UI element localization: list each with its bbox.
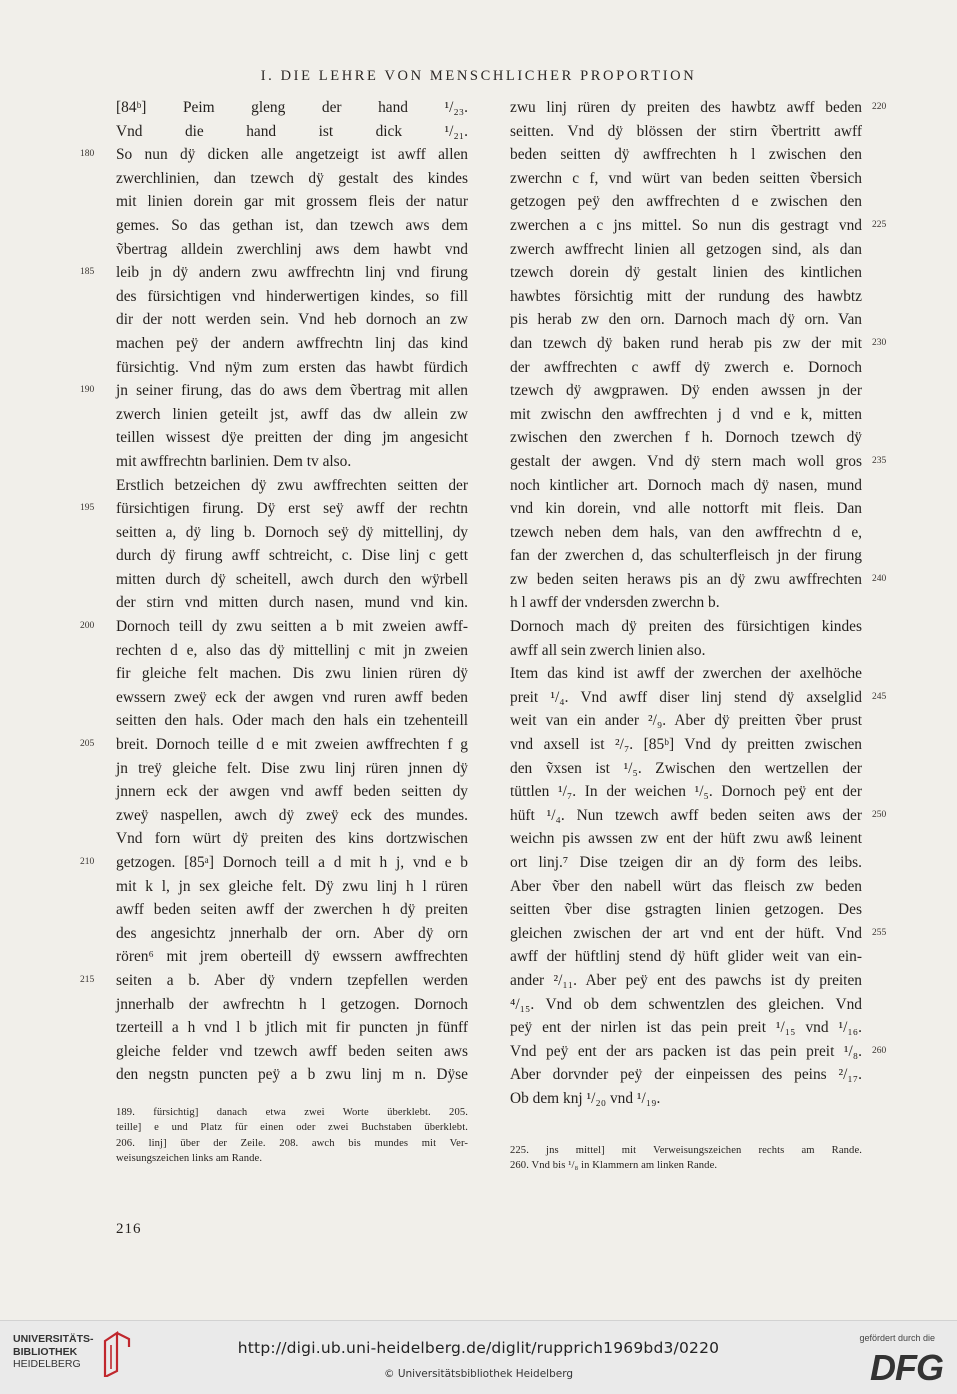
text-line-content: mit awffrechtn barlinien. Dem tv also. bbox=[116, 452, 352, 470]
page-number: 216 bbox=[116, 1221, 142, 1237]
text-line bbox=[116, 308, 468, 332]
text-line bbox=[510, 356, 862, 380]
text-line bbox=[510, 1040, 887, 1064]
footer-bar bbox=[0, 1320, 957, 1394]
dfg-logo[interactable]: DFG bbox=[870, 1347, 943, 1388]
line-number: 210 bbox=[80, 857, 95, 867]
text-line-content: hüft ¹/₄. Nun tzewch awff beden seiten aws der bbox=[510, 806, 862, 824]
text-line bbox=[510, 403, 862, 427]
text-line bbox=[510, 875, 862, 899]
text-line-content: breit. Dornoch teille d e mit zweien awffrechten f g bbox=[116, 736, 468, 754]
text-line-content: gemes. So das gethan ist, dan tzewch aws dem bbox=[116, 216, 468, 234]
text-line bbox=[510, 757, 862, 781]
text-line-content: awff beden seiten awff der zwerchen h dÿ preiten bbox=[116, 901, 468, 919]
text-line bbox=[116, 922, 468, 946]
text-line bbox=[116, 190, 468, 214]
text-line-content: ander ²/₁₁. Aber peÿ ent des pawchs ist dy preiten bbox=[510, 971, 862, 989]
text-line bbox=[116, 403, 468, 427]
footnote-line: 225. jns mittel] mit Verweisungszeichen rechts am Rande. bbox=[510, 1145, 862, 1156]
text-line-content: ewssern zweÿ eck der awgen vnd ruren awff beden bbox=[116, 688, 468, 706]
text-line-content: zweÿ naspellen, awch dÿ zweÿ eck des mundes. bbox=[116, 806, 468, 824]
text-line bbox=[510, 1063, 862, 1087]
text-line bbox=[510, 639, 862, 663]
text-line bbox=[116, 945, 468, 969]
text-line bbox=[510, 568, 887, 592]
text-line-content: ort linj.⁷ Dise tzeigen dir an dÿ form des leibs. bbox=[510, 854, 862, 871]
text-line bbox=[80, 497, 468, 521]
text-line bbox=[510, 969, 862, 993]
text-line bbox=[80, 851, 468, 875]
line-number: 250 bbox=[872, 809, 887, 820]
text-line-content: weichn pis awssen zw ent der hüft zwu awß leinent bbox=[510, 830, 862, 848]
permalink-url[interactable]: http://digi.ub.uni-heidelberg.de/diglit/rupprich1969bd3/0220 bbox=[237, 1339, 720, 1357]
text-line-content: jnnerhalb der awfrechtn h l getzogen. Dornoch bbox=[116, 995, 468, 1013]
text-line bbox=[510, 1016, 862, 1040]
text-line-content: gestalt der awgen. Vnd dÿ stern mach woll gros bbox=[510, 452, 862, 470]
text-line bbox=[510, 851, 862, 875]
funded-by-label: gefördert durch die bbox=[859, 1333, 935, 1343]
text-line bbox=[510, 474, 862, 498]
text-line-content: seitten. Vnd dÿ blössen der stirn ṽbertritt awff bbox=[510, 122, 862, 140]
text-line-content: zwerchlinien, dan tzewch dÿ gestalt des kindes bbox=[116, 169, 468, 187]
text-line bbox=[510, 686, 887, 710]
text-line bbox=[116, 1016, 468, 1040]
text-line bbox=[116, 686, 468, 710]
line-number: 190 bbox=[80, 385, 95, 396]
text-line-content: der awffrechten c awff dÿ zwerch e. Dornoch bbox=[510, 358, 862, 376]
text-line-content: Aber dorvnder peÿ der einpeissen des peins ²/₁₇. bbox=[510, 1066, 862, 1084]
text-line bbox=[80, 733, 468, 757]
text-line bbox=[510, 285, 862, 309]
text-line bbox=[510, 521, 862, 545]
text-line-content: vnd axsell ist ²/₇. [85ᵇ] Vnd dy preitten zwischen bbox=[510, 736, 862, 754]
text-line-content: noch kintlicher art. Dornoch mach dÿ nasen, mund bbox=[510, 476, 862, 494]
logo-line-2: BIBLIOTHEK bbox=[13, 1345, 78, 1358]
text-line-content: Erstlich betzeichen dÿ zwu awffrechten seitten der bbox=[116, 476, 468, 494]
text-line-content: mit linien dorein gar mit grossem fleis der natur bbox=[116, 193, 468, 211]
text-line-content: Item das kind ist awff der zwerchen der axelhöche bbox=[510, 665, 862, 683]
text-line-content: seitten ṽber dise gstragten linien getzogen. Des bbox=[510, 901, 862, 919]
text-line bbox=[510, 214, 887, 238]
text-line bbox=[116, 120, 468, 144]
text-line bbox=[116, 544, 468, 568]
text-line bbox=[510, 238, 862, 262]
text-line-content: gleichen zwischen der art vnd ent der hüft. Vnd bbox=[510, 924, 862, 942]
text-line bbox=[116, 827, 468, 851]
text-line bbox=[80, 969, 468, 993]
text-line bbox=[510, 544, 862, 568]
text-line-content: preit ¹/₄. Vnd awff diser linj stend dÿ axselglid bbox=[510, 688, 862, 706]
text-line-content: teillen wissest dÿe preitten der ding jm angesicht bbox=[116, 429, 468, 447]
text-line-content: [84ᵇ] Peim gleng der hand ¹/₂₃. bbox=[116, 99, 468, 116]
line-number: 205 bbox=[80, 739, 95, 750]
text-line bbox=[116, 426, 468, 450]
text-line bbox=[116, 804, 468, 828]
text-line-content: fürsichtig. Vnd nÿm zum ersten das hawbt fürdich bbox=[116, 358, 468, 376]
line-number: 220 bbox=[872, 102, 887, 112]
text-line-content: mitten durch dÿ scheitell, awch durch den wÿrbell bbox=[116, 570, 468, 588]
text-line-content: zwerchen a c jns mittel. So nun dis gestragt vnd bbox=[510, 216, 862, 234]
logo-line-3: HEIDELBERG bbox=[13, 1358, 81, 1371]
text-line-content: rechten d e, also das dÿ mittellinj c mit jn zweien bbox=[116, 641, 468, 659]
text-line-content: durch dÿ firung awff schtreicht, c. Dise linj c gett bbox=[116, 547, 468, 565]
text-line bbox=[510, 497, 862, 521]
text-line-content: leib jn dÿ andern zwu awffrechtn linj vnd firung bbox=[116, 264, 468, 282]
text-line bbox=[510, 922, 887, 946]
text-line-content: Vnd peÿ ent der ars packen ist das pein preit ¹/₈. bbox=[510, 1042, 862, 1060]
text-line bbox=[510, 780, 862, 804]
text-line-content: den ṽxsen ist ¹/₅. Zwischen den wertzellen der bbox=[510, 759, 862, 777]
text-line-content: fan der zwerchen d, das schulterfleisch jn der firung bbox=[510, 547, 862, 565]
line-number: 230 bbox=[872, 337, 887, 348]
footnote-line: 260. Vnd bis ¹/₈ in Klammern am linken Rande. bbox=[510, 1160, 718, 1172]
running-head: I. DIE LEHRE VON MENSCHLICHER PROPORTION bbox=[260, 68, 697, 84]
text-line-content: zwu linj rüren dy preiten des hawbtz awff beden bbox=[510, 99, 862, 116]
text-line-content: dir der nott werden sein. Vnd heb dornoch an zw bbox=[116, 311, 468, 329]
text-line bbox=[116, 780, 468, 804]
text-line-content: tüttlen ¹/₇. In der weichen ¹/₅. Dornoch peÿ ent der bbox=[510, 783, 862, 801]
text-line bbox=[510, 379, 862, 403]
text-line-content: jn treÿ gleiche felt. Dise zwu linj rüren jnnen dÿ bbox=[116, 759, 468, 777]
text-line bbox=[510, 662, 862, 686]
text-line bbox=[510, 898, 862, 922]
text-line bbox=[116, 709, 468, 733]
text-line-content: zwerchn c f, vnd würt van beden seitten ṽbersich bbox=[510, 169, 862, 187]
text-line-content: peÿ ent der nirlen ist das pein preit ¹/₁₅ vnd ¹/₁₆. bbox=[510, 1019, 862, 1037]
text-line-content: tzerteill a h vnd l b jtlich mit fir puncten jn fünff bbox=[116, 1019, 468, 1037]
line-number: 185 bbox=[80, 267, 95, 278]
text-line bbox=[80, 379, 468, 403]
text-line-content: awff der hüftlinj stend dÿ hüft glider weit van ein- bbox=[510, 948, 862, 966]
text-line bbox=[116, 1063, 468, 1087]
copyright-notice: © Universitätsbibliothek Heidelberg bbox=[383, 1368, 573, 1380]
text-line-content: seiten a b. Aber dÿ vndern tzepfellen werden bbox=[116, 971, 468, 989]
text-line bbox=[116, 993, 468, 1017]
text-line-content: fürsichtigen firung. Dÿ erst seÿ awff der rechtn bbox=[116, 500, 468, 518]
text-line-content: So nun dÿ dicken alle angetzeigt ist awff allen bbox=[116, 146, 468, 164]
text-line-content: zwischen den zwerchen f h. Dornoch tzewch dÿ bbox=[510, 429, 862, 447]
text-line bbox=[510, 332, 887, 356]
text-line bbox=[116, 568, 468, 592]
text-line-content: mit zwischn den awffrechten j d vnd e k, mitten bbox=[510, 405, 862, 423]
text-line bbox=[116, 356, 468, 380]
text-line bbox=[116, 875, 468, 899]
footnote-line: 189. fürsichtig] danach etwa zwei Worte überklebt. 205. bbox=[116, 1107, 468, 1118]
text-line-content: weit van ein ander ²/₉. Aber dÿ preitten ṽber prust bbox=[510, 712, 862, 730]
text-line bbox=[510, 1087, 862, 1111]
text-line-content: Vnd die hand ist dick ¹/₂₁. bbox=[116, 122, 468, 140]
text-line bbox=[510, 993, 862, 1017]
text-line bbox=[510, 450, 887, 474]
text-line bbox=[510, 167, 862, 191]
text-line bbox=[116, 96, 468, 120]
text-line bbox=[510, 190, 862, 214]
right-text-column bbox=[510, 96, 887, 1111]
text-line bbox=[116, 591, 468, 615]
text-line-content: tzewch dorein dÿ gestalt linien des kintlichen bbox=[510, 264, 862, 282]
text-line bbox=[116, 474, 468, 498]
text-line-content: seitten den hals. Oder mach den hals ein tzehenteill bbox=[116, 712, 468, 730]
text-line bbox=[510, 426, 862, 450]
text-line-content: h l awff der vndersden zwerchn b. bbox=[510, 594, 720, 612]
text-line bbox=[116, 662, 468, 686]
text-line bbox=[116, 757, 468, 781]
text-line bbox=[116, 639, 468, 663]
text-line-content: fir gleiche felt machen. Dis zwu linien rüren dÿ bbox=[116, 665, 468, 683]
text-line bbox=[510, 827, 862, 851]
text-line bbox=[116, 1040, 468, 1064]
line-number: 225 bbox=[872, 219, 887, 230]
text-line-content: zwerch awffrecht linien all getzogen sind, als dan bbox=[510, 240, 862, 258]
text-line-content: ṽbertrag alldein zwerchlinj aws dem hawbt vnd bbox=[116, 240, 468, 258]
text-line-content: pis herab zw den orn. Darnoch mach dÿ orn. Van bbox=[510, 311, 862, 329]
text-line bbox=[116, 285, 468, 309]
footnotes-left bbox=[116, 1105, 468, 1166]
text-line-content: getzogen. [85ᵃ] Dornoch teill a d mit h j, vnd e b bbox=[116, 854, 468, 871]
line-number: 180 bbox=[80, 149, 95, 160]
text-line bbox=[116, 167, 468, 191]
text-line bbox=[116, 332, 468, 356]
text-line bbox=[510, 945, 862, 969]
text-line-content: Aber ṽber den nabell würt das fleisch zw beden bbox=[510, 877, 862, 895]
text-line-content: Dornoch mach dÿ preiten des fürsichtigen kindes bbox=[510, 618, 862, 636]
text-line-content: des angesichtz jnnerhalb der orn. Aber dÿ orn bbox=[116, 924, 468, 942]
text-line bbox=[80, 143, 468, 167]
text-line bbox=[116, 898, 468, 922]
footnote-line: 206. linj] über der Zeile. 208. awch bis mundes mit Ver- bbox=[116, 1137, 468, 1149]
text-line bbox=[510, 615, 862, 639]
text-line-content: gleiche felder vnd tzewch awff beden seiten aws bbox=[116, 1042, 468, 1060]
text-line-content: dan tzewch dÿ baken rund herab pis zw der mit bbox=[510, 334, 862, 352]
text-line-content: der stirn vnd mitten durch nasen, mund vnd kin. bbox=[116, 594, 468, 612]
line-number: 235 bbox=[872, 455, 887, 466]
line-number: 195 bbox=[80, 503, 95, 514]
text-line bbox=[510, 709, 862, 733]
line-number: 215 bbox=[80, 974, 95, 985]
text-line bbox=[510, 804, 887, 828]
text-line-content: tzewch dÿ awgprawen. Dÿ enden awssen jn der bbox=[510, 382, 862, 400]
text-line-content: Vnd forn würt dÿ preiten des kins dortzwischen bbox=[116, 830, 468, 848]
text-line bbox=[510, 308, 862, 332]
left-text-column bbox=[80, 96, 468, 1087]
text-line bbox=[80, 261, 468, 285]
text-line bbox=[116, 521, 468, 545]
text-line bbox=[510, 143, 862, 167]
text-line-content: mit k l, jn sex gleiche felt. Dÿ zwu linj h l rüren bbox=[116, 877, 468, 895]
text-line bbox=[510, 591, 862, 615]
text-line-content: ⁴/₁₅. Vnd ob dem schwentzlen des gleichen. Vnd bbox=[510, 995, 862, 1013]
footnotes-right bbox=[510, 1143, 862, 1174]
text-line-content: awff all sein zwerch linien also. bbox=[510, 641, 706, 659]
footnote-line: weisungszeichen links am Rande. bbox=[116, 1152, 263, 1164]
text-line-content: machen peÿ der andern awffrechtn linj das kind bbox=[116, 334, 468, 352]
text-line-content: zwerch linien geteilt jst, awff das dw allein zw bbox=[116, 405, 468, 423]
text-line-content: den negstn puncten peÿ a b zwu linj m n. Dÿse bbox=[116, 1066, 468, 1084]
text-line-content: Ob dem knj ¹/₂₀ vnd ¹/₁₉. bbox=[510, 1089, 661, 1107]
text-line-content: jnnern eck der awgen vnd awff beden seitten dy bbox=[116, 783, 468, 801]
text-line bbox=[510, 261, 862, 285]
text-line-content: seitten a, dÿ ling b. Dornoch seÿ dÿ mittellinj, dy bbox=[116, 523, 468, 541]
text-line-content: hawbtes försichtig mitt der rundung des hawbtz bbox=[510, 287, 862, 305]
text-line-content: jn seiner firung, das do aws dem ṽbertrag mit allen bbox=[116, 382, 468, 400]
line-number: 240 bbox=[872, 573, 887, 584]
text-line bbox=[80, 615, 468, 639]
footnote-line: teille] e und Platz für einen oder zwei Buchstaben überklebt. bbox=[116, 1122, 468, 1134]
text-line-content: zw beden seiten heraws pis an dÿ zwu awffrechten bbox=[510, 570, 862, 588]
text-line bbox=[510, 96, 887, 120]
text-line-content: tzewch neben dem hals, van den awffrechtn d e, bbox=[510, 523, 862, 541]
text-line-content: Dornoch teill dy zwu seitten a b mit zweien awff- bbox=[116, 618, 468, 636]
text-line-content: rören⁶ mit jrem oberteill dÿ ewssern awffrechten bbox=[116, 948, 468, 966]
text-line-content: vnd kin dorein, vnd alle nottorft mit fleis. Dan bbox=[510, 500, 862, 518]
text-line bbox=[116, 214, 468, 238]
text-line bbox=[510, 733, 862, 757]
text-line-content: beden seitten dÿ awffrechten h l zwischen den bbox=[510, 146, 862, 164]
text-line bbox=[116, 238, 468, 262]
line-number: 260 bbox=[872, 1045, 887, 1056]
line-number: 200 bbox=[80, 621, 95, 632]
text-line-content: getzogen peÿ den awffrechten d e zwischen den bbox=[510, 193, 862, 211]
logo-line-1: UNIVERSITÄTS- bbox=[13, 1333, 94, 1345]
text-line bbox=[510, 120, 862, 144]
text-line-content: des fürsichtigen vnd hinderwertigen kindes, so fill bbox=[116, 287, 468, 305]
line-number: 255 bbox=[872, 927, 887, 938]
text-line bbox=[116, 450, 468, 474]
line-number: 245 bbox=[872, 691, 887, 702]
